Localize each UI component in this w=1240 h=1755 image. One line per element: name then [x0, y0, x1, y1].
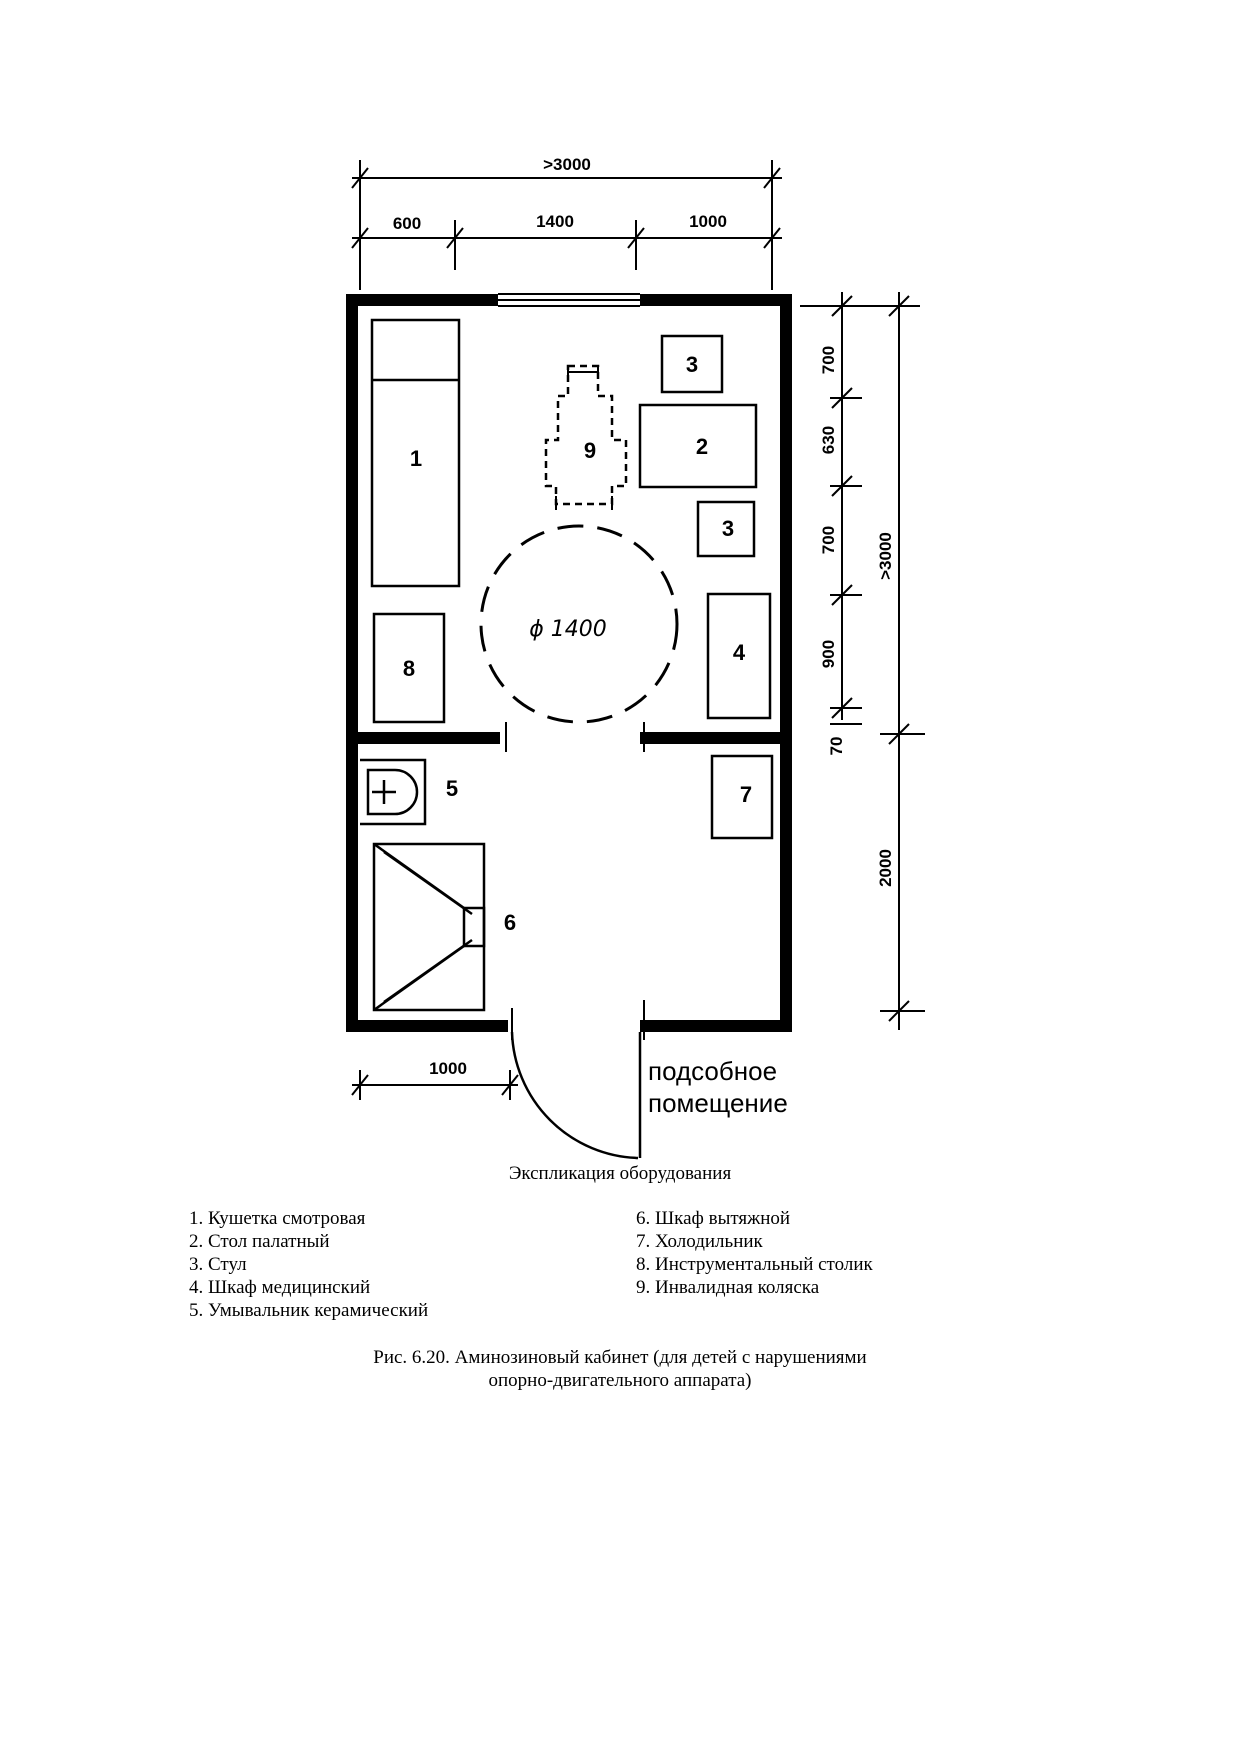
item-5-washbasin [360, 760, 425, 824]
legend-right-column [636, 1207, 873, 1299]
aux-room-line2: помещение [648, 1088, 788, 1118]
legend-title: Экспликация оборудования [508, 1163, 732, 1184]
dim-total-top: >3000 [543, 155, 591, 174]
label-7: 7 [739, 782, 753, 807]
label-9: 9 [583, 438, 597, 463]
label-8: 8 [402, 656, 416, 681]
dim-right-70: 70 [827, 736, 846, 756]
legend-item: 8. Инструментальный столик [636, 1254, 873, 1275]
legend-item: 3. Стул [189, 1254, 247, 1275]
caption-line-1: Рис. 6.20. Аминозиновый кабинет (для детей с нарушениями [373, 1347, 867, 1368]
legend-item: 1. Кушетка смотровая [189, 1208, 366, 1229]
legend-left-column [189, 1207, 428, 1322]
aux-room-line1: подсобное [648, 1056, 778, 1086]
dim-right-2000: 2000 [876, 849, 895, 887]
dim-right-total: >3000 [876, 532, 895, 580]
item-6-fume-cabinet [374, 844, 484, 1010]
dim-top-1400: 1400 [536, 212, 574, 231]
door-swing [512, 1032, 638, 1158]
window [498, 294, 640, 306]
dim-right-900: 900 [819, 639, 838, 669]
dim-right-700a: 700 [819, 345, 838, 375]
label-1: 1 [409, 446, 423, 471]
label-2: 2 [695, 434, 709, 459]
label-4: 4 [732, 640, 746, 665]
dim-top-600: 600 [392, 214, 422, 233]
dim-top-1000: 1000 [689, 212, 727, 231]
legend-item: 9. Инвалидная коляска [636, 1277, 820, 1298]
label-6: 6 [503, 910, 517, 935]
dim-right-630: 630 [819, 425, 838, 455]
dim-bottom-1000: 1000 [429, 1059, 467, 1078]
label-3a: 3 [685, 352, 699, 377]
label-3b: 3 [721, 516, 735, 541]
legend-item: 7. Холодильник [636, 1231, 763, 1252]
caption-line-2: опорно-двигательного аппарата) [488, 1370, 752, 1391]
door-jambs [503, 722, 644, 1040]
circle-diameter-label: ϕ 1400 [529, 617, 607, 642]
legend-item: 4. Шкаф медицинский [189, 1277, 371, 1298]
figure-caption [0, 1346, 1240, 1392]
item-9-wheelchair [546, 366, 626, 504]
label-5: 5 [445, 776, 459, 801]
legend-item: 6. Шкаф вытяжной [636, 1208, 791, 1229]
dim-right-700b: 700 [819, 525, 838, 555]
legend-item: 2. Стол палатный [189, 1231, 330, 1252]
legend-item: 5. Умывальник керамический [189, 1300, 429, 1321]
